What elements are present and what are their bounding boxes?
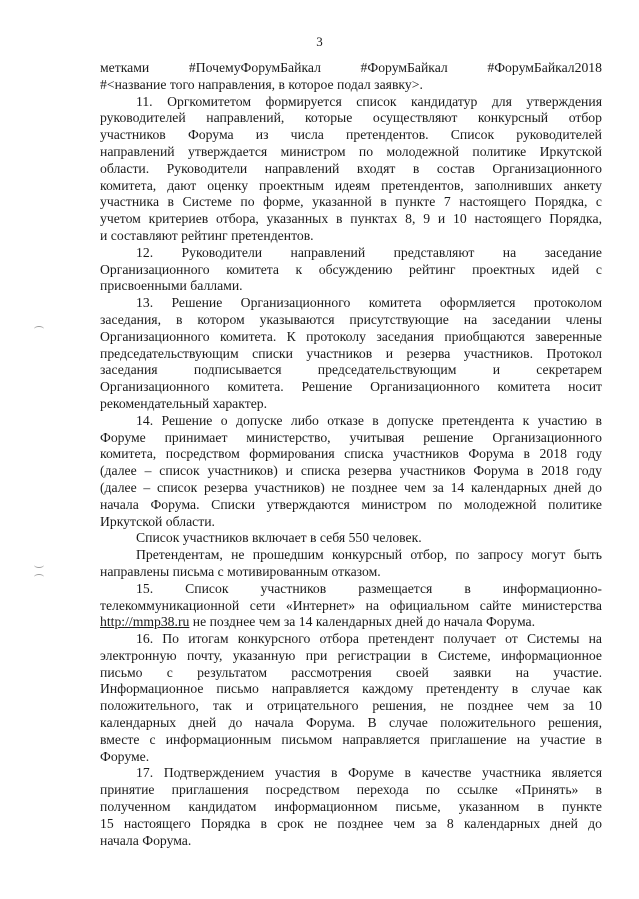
paragraph-11-line: 11. Оргкомитетом формируется список кандидатур для утверждения	[136, 93, 602, 109]
paragraph-14-line: Форуме принимает министерство, учитывая решение Организационного	[100, 429, 602, 445]
ministry-website-link[interactable]: http://mmp38.ru	[100, 614, 190, 630]
paragraph-13-line: Организационного комитета. Решение Организационного комитета носит	[100, 379, 602, 395]
paragraph-16-line: письмо с результатом рассмотрения своей заявки на участие.	[100, 664, 602, 680]
paragraph-16-line: 16. По итогам конкурсного отбора претендент получает от Системы на	[136, 631, 602, 647]
paragraph-16-line: электронную почту, указанную при регистрации в Системе, информационное	[100, 647, 602, 663]
paragraph-14-line: начала Форума. Списки утверждаются министром по молодежной политике	[100, 496, 602, 512]
paragraph-17-line: принятие приглашения посредством перехода по ссылке «Принять» в	[100, 782, 602, 798]
paragraph-17-line: 15 настоящего Порядка в срок не позднее чем за 8 календарных дней до	[100, 815, 602, 831]
paragraph-14-line: Иркутской области.	[100, 513, 215, 529]
paragraph-14-line: 14. Решение о допуске либо отказе в допуске претендента к участию в	[136, 412, 602, 428]
rejection-letters-line: направлены письма с мотивированным отказом.	[100, 563, 381, 579]
paragraph-17-line: начала Форума.	[100, 832, 192, 848]
paragraph-11-line: участников Форума из числа претендентов. Список руководителей	[100, 127, 602, 143]
paragraph-16-line: вместе с информационным письмом направляется приглашение на участие в	[100, 731, 602, 747]
paragraph-line: #<название того направления, в которое подал заявку>.	[100, 76, 423, 92]
paragraph-16-line: Информационное письмо направляется каждому претенденту в случае как	[100, 681, 602, 697]
participants-count-line: Список участников включает в себя 550 человек.	[136, 530, 422, 546]
document-body	[100, 60, 602, 849]
paragraph-11-line: и составляют рейтинг претендентов.	[100, 227, 314, 243]
paragraph-14-line: (далее – список участников) и списка резерва участников Форума в 2018 году	[100, 463, 602, 479]
paragraph-14-line: (далее – список резерва участников) не позднее чем за 14 календарных дней до	[100, 479, 602, 495]
paragraph-11-line: комитета, дают оценку проектным идеям претендентов, заполнивших анкету	[100, 177, 602, 193]
paragraph-15-line	[100, 614, 602, 631]
paragraph-11-line: учетом критериев отбора, указанных в пунктах 8, 9 и 10 настоящего Порядка,	[100, 211, 602, 227]
paragraph-13-line: рекомендательный характер.	[100, 395, 268, 411]
paragraph-13-line: председательствующим списки участников и резерва участников. Протокол	[100, 345, 602, 361]
paragraph-11-line: направлений утверждается министром по молодежной политике Иркутской	[100, 143, 602, 159]
page-number: 3	[316, 34, 323, 49]
paragraph-17-line: полученном кандидатом информационном письме, указанном в пункте	[100, 799, 602, 815]
paragraph-12-line: 12. Руководители направлений представляют на заседание	[136, 244, 602, 260]
punch-hole-mark	[34, 574, 44, 580]
paragraph-17-line: 17. Подтверждением участия в Форуме в качестве участника является	[136, 765, 602, 781]
paragraph-11-line: участника в Системе по форме, указанной в пункте 7 настоящего Порядка, с	[100, 194, 602, 210]
punch-hole-mark	[34, 326, 44, 332]
paragraph-12-line: присвоенными баллами.	[100, 278, 243, 294]
paragraph-15-line: 15. Список участников размещается в информационно-	[136, 580, 602, 596]
paragraph-15-line: телекоммуникационной сети «Интернет» на официальном сайте министерства	[100, 597, 602, 613]
rejection-letters-line: Претендентам, не прошедшим конкурсный отбор, по запросу могут быть	[136, 547, 602, 563]
paragraph-13-line: заседания подписывается председательствующим и секретарем	[100, 362, 602, 378]
paragraph-16-line: положительного, так и отрицательного решения, не позднее чем за 10	[100, 698, 602, 714]
paragraph-11-line: руководителей направлений, которые осуществляют конкурсный отбор	[100, 110, 602, 126]
paragraph-12-line: Организационного комитета к обсуждению рейтинг проектных идей с	[100, 261, 602, 277]
paragraph-13-line: 13. Решение Организационного комитета оформляется протоколом	[136, 295, 602, 311]
paragraph-16-line: Форуме.	[100, 748, 150, 764]
paragraph-16-line: календарных дней до начала Форума. В случае положительного решения,	[100, 715, 602, 731]
paragraph-11-line: области. Руководители направлений входят в состав Организационного	[100, 160, 602, 176]
paragraph-13-line: заседания, в котором указываются присутствующие на заседании члены	[100, 311, 602, 327]
paragraph-line: метками #ПочемуФорумБайкал #ФорумБайкал #ФорумБайкал2018	[100, 60, 602, 75]
paragraph-13-line: Организационного комитета. К протоколу заседания приобщаются заверенные	[100, 328, 602, 344]
paragraph-15-text: не позднее чем за 14 календарных дней до начала Форума.	[189, 614, 536, 630]
punch-hole-mark	[34, 562, 44, 568]
paragraph-14-line: комитета, посредством формирования списка участников Форума в 2018 году	[100, 446, 602, 462]
